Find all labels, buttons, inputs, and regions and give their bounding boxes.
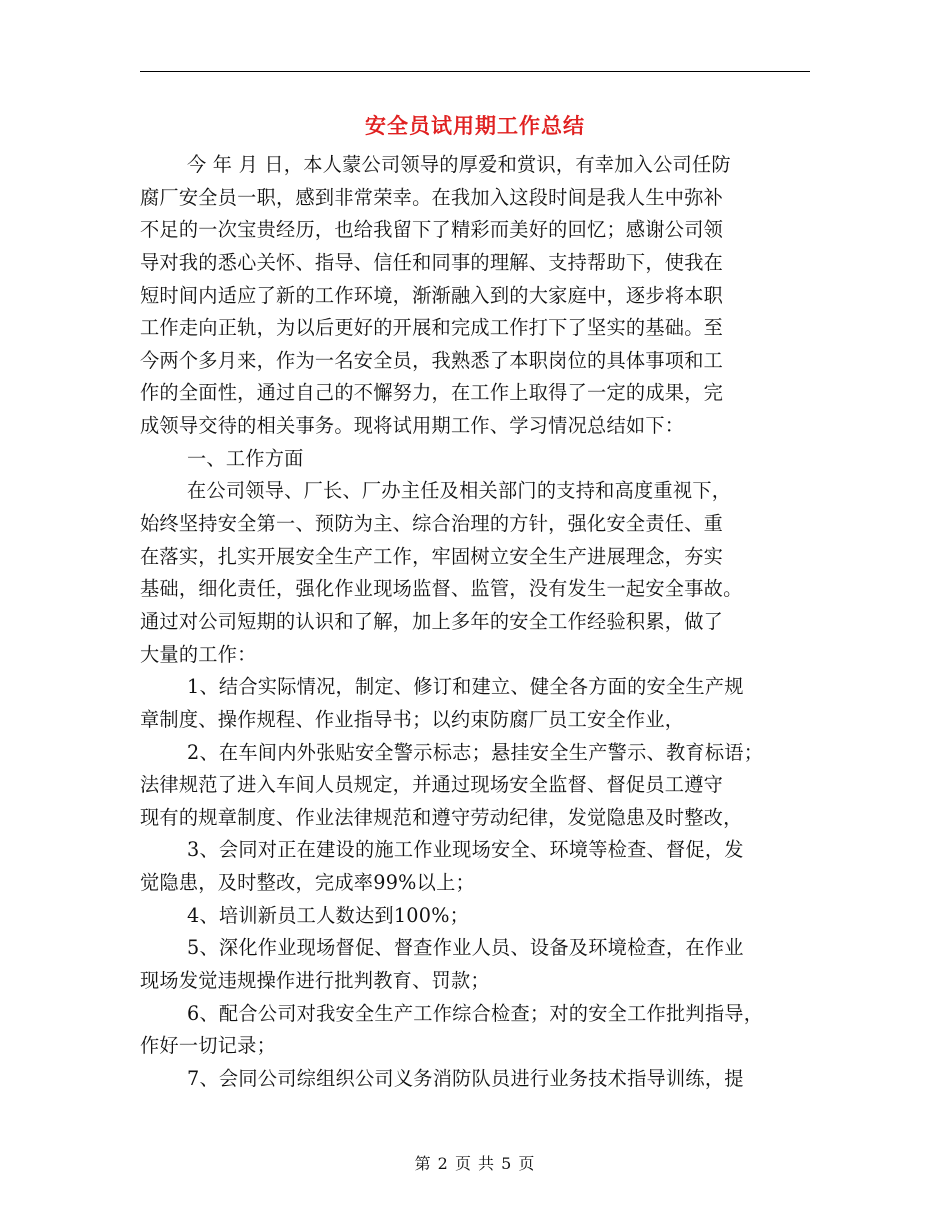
text-line: 腐厂安全员一职，感到非常荣幸。在我加入这段时间是我人生中弥补 <box>140 185 724 209</box>
text-line: 作好一切记录； <box>140 1034 277 1058</box>
text-line: 始终坚持安全第一、预防为主、综合治理的方针，强化安全责任、重 <box>140 512 724 536</box>
text-line: 在公司领导、厂长、厂办主任及相关部门的支持和高度重视下， <box>187 479 732 503</box>
text-line: 基础，细化责任，强化作业现场监督、监管，没有发生一起安全事故。 <box>140 577 743 601</box>
text-line: 短时间内适应了新的工作环境，渐渐融入到的大家庭中，逐步将本职 <box>140 283 724 307</box>
text-line: 不足的一次宝贵经历，也给我留下了精彩而美好的回忆；感谢公司领 <box>140 218 724 242</box>
text-line: 4、培训新员工人数达到100%； <box>187 903 470 927</box>
header-rule <box>140 71 810 72</box>
text-line: 工作走向正轨，为以后更好的开展和完成工作打下了坚实的基础。至 <box>140 316 724 340</box>
text-line: 导对我的悉心关怀、指导、信任和同事的理解、支持帮助下，使我在 <box>140 250 724 274</box>
text-line: 觉隐患，及时整改，完成率99%以上； <box>140 871 475 895</box>
text-line: 3、会同对正在建设的施工作业现场安全、环境等检查、督促，发 <box>187 838 744 862</box>
text-line: 5、深化作业现场督促、督查作业人员、设备及环境检查，在作业 <box>187 936 744 960</box>
text-line: 法律规范了进入车间人员规定，并通过现场安全监督、督促员工遵守 <box>140 773 724 797</box>
text-line: 2、在车间内外张贴安全警示标志；悬挂安全生产警示、教育标语； <box>187 740 764 764</box>
text-line: 一、工作方面 <box>187 446 304 470</box>
text-line: 现有的规章制度、作业法律规范和遵守劳动纪律，发觉隐患及时整改， <box>140 805 743 829</box>
text-line: 7、会同公司综组织公司义务消防队员进行业务技术指导训练，提 <box>187 1066 744 1090</box>
text-line: 通过对公司短期的认识和了解，加上多年的安全工作经验积累，做了 <box>140 609 724 633</box>
text-line: 章制度、操作规程、作业指导书；以约束防腐厂员工安全作业， <box>140 707 685 731</box>
text-line: 作的全面性，通过自己的不懈努力，在工作上取得了一定的成果，完 <box>140 381 724 405</box>
text-line: 现场发觉违规操作进行批判教育、罚款； <box>140 969 490 993</box>
text-line: 在落实，扎实开展安全生产工作，牢固树立安全生产进展理念，夯实 <box>140 544 724 568</box>
document-title: 安全员试用期工作总结 <box>365 113 585 138</box>
page-footer: 第 2 页 共 5 页 <box>414 1154 536 1173</box>
text-line: 今两个多月来，作为一名安全员，我熟悉了本职岗位的具体事项和工 <box>140 348 724 372</box>
text-line: 1、结合实际情况，制定、修订和建立、健全各方面的安全生产规 <box>187 675 744 699</box>
document-body <box>140 149 820 1096</box>
text-line: 成领导交待的相关事务。现将试用期工作、学习情况总结如下： <box>140 414 685 438</box>
text-line: 大量的工作： <box>140 642 257 666</box>
text-line: 6、配合公司对我安全生产工作综合检查；对的安全工作批判指导， <box>187 1001 764 1025</box>
text-line: 今 年 月 日，本人蒙公司领导的厚爱和赏识，有幸加入公司任防 <box>187 153 731 176</box>
